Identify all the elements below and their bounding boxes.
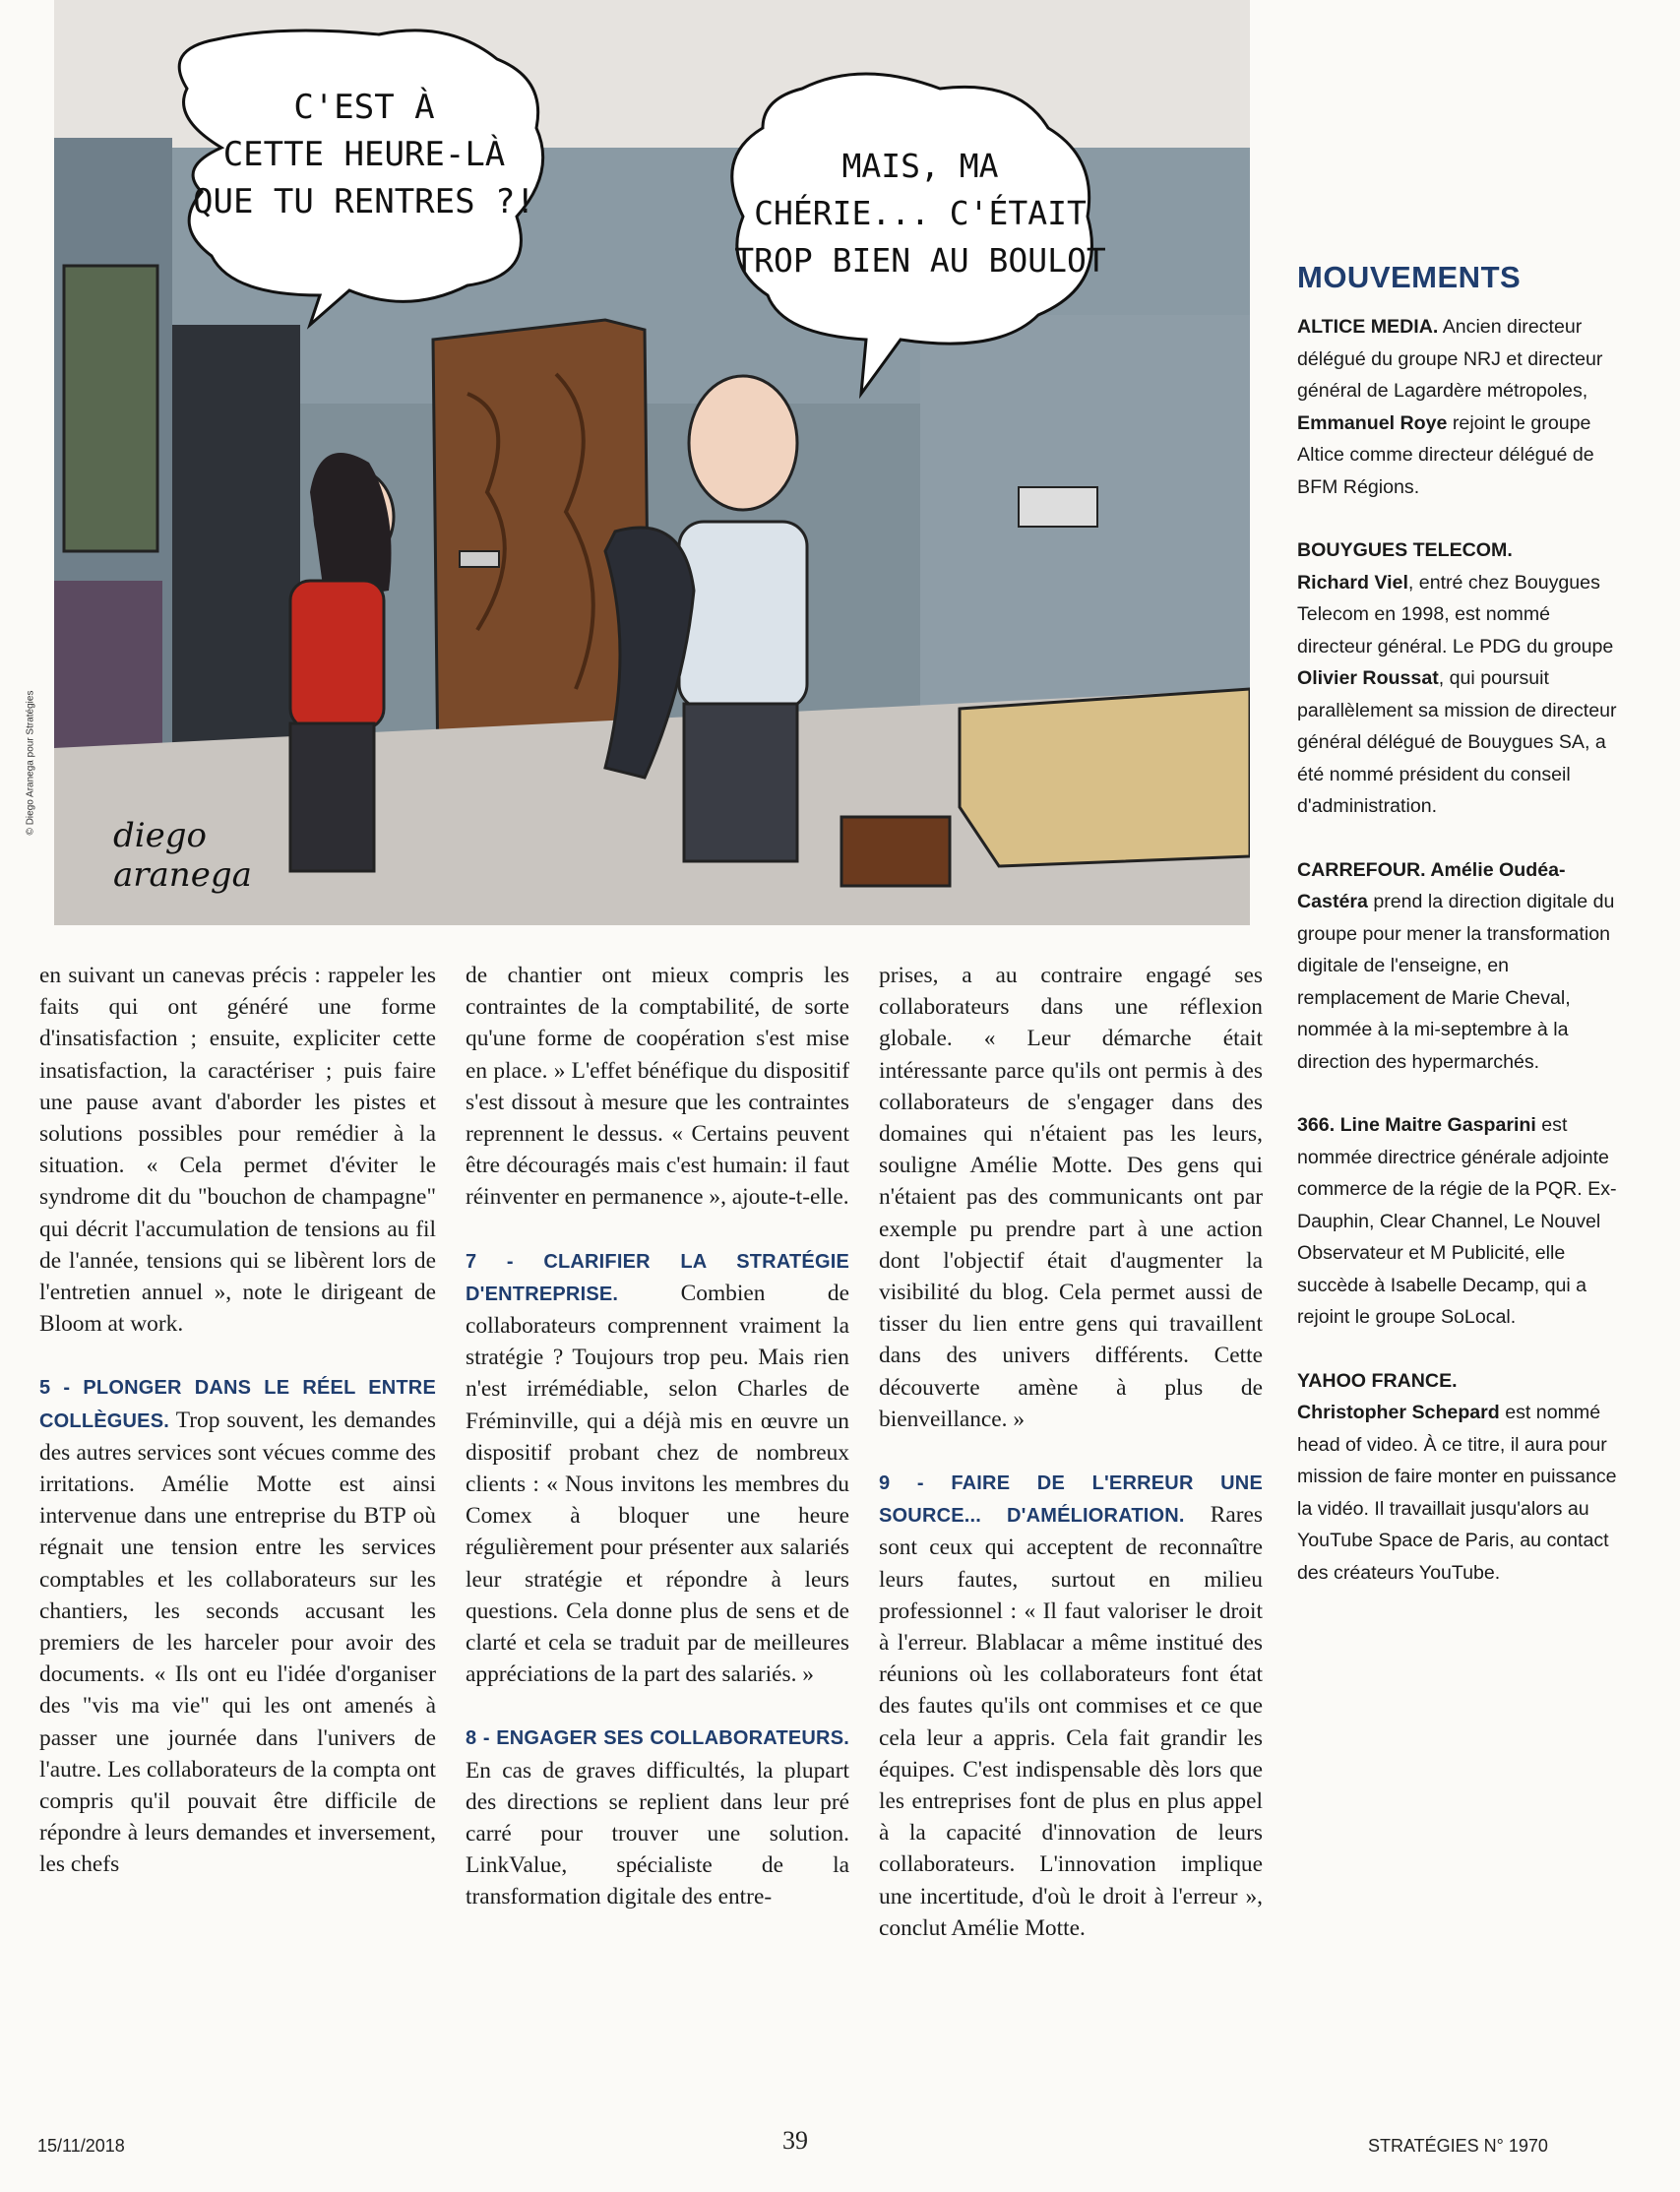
sidebar-title: MOUVEMENTS (1297, 260, 1522, 294)
paragraph: En cas de graves difficultés, la plupart des directions se replient dans leur pré carré pour trouver une solution. LinkValue, spécialiste de la transformation digitale des entre- (466, 1757, 849, 1910)
section-9 (879, 1467, 1263, 1944)
paragraph: Rares sont ceux qui acceptent de reconnaître leurs fautes, surtout en milieu professionnel : « Il faut valoriser le droit à l'erreur. Blablacar a même institué des réunions où les collaborateurs font état des fautes qu'ils ont commises et ce que cela leur a appris. Cela fait grandir les équipes. C'est indispensable dès lors que les entreprises font de plus en plus appel à la capacité d'innovation de leurs collaborateurs. L'innovation implique une incertitude, d'où le droit à l'erreur », conclut Amélie Motte. (879, 1502, 1264, 1941)
issue-date: 15/11/2018 (37, 2136, 125, 2156)
paragraph: en suivant un canevas précis : rappeler les faits qui ont généré une forme d'insatisfaction ; ensuite, expliciter cette insatisfaction, la caractériser ; puis faire une pause avant d'aborder les pistes et solutions possibles pour remédier à la situation. « Cela permet d'éviter le syndrome dit du "bouchon de champagne" qui décrit l'accumulation de tensions au fil de l'année, tensions qui se libèrent lors de l'entretien annuel », note le dirigeant de Bloom at work. (39, 963, 436, 1338)
article-column-3 (879, 960, 1263, 1944)
cartoon-illustration (54, 0, 1250, 925)
svg-text:aranega: aranega (113, 855, 252, 895)
heading-section-7: 7 - CLARIFIER LA STRATÉGIE D'ENTREPRISE. (466, 1250, 849, 1305)
mouvements-sidebar (1297, 258, 1622, 1620)
magazine-issue: STRATÉGIES N° 1970 (1368, 2136, 1548, 2156)
cartoon-signature: diego (113, 816, 207, 855)
article-column-2 (466, 960, 849, 1913)
illustration-credit: © Diego Aranega pour Stratégies (25, 690, 36, 836)
paragraph: Combien de collaborateurs comprennent vraiment la stratégie ? Toujours trop peu. Mais rien n'est irrémédiable, selon Charles de Fréminville, qui a déjà mis en œuvre un dispositif probant chez de nombreux clients : « Nous invitons les membres du Comex à bloquer une heure régulièrement pour présenter aux salariés leur stratégie et répondre à leurs questions. Cela donne plus de sens et de clarté et cela se traduit par de meilleures appréciations de la part des salariés. » (466, 1280, 849, 1688)
article-column-1 (39, 960, 436, 1881)
speech-man-line1: MAIS, MA (841, 147, 999, 185)
section-8 (466, 1722, 849, 1912)
paragraph: de chantier ont mieux compris les contraintes de la comptabilité, de sorte qu'une forme de coopération s'est mise en place. » L'effet bénéfique du dispositif s'est dissout à mesure que les contraintes reprennent le dessus. « Certains peuvent être découragés mais c'est humain: il faut réinventer en permanence », ajoute-t-elle. (466, 963, 849, 1211)
section-5 (39, 1371, 436, 1880)
section-7 (466, 1245, 849, 1691)
speech-man-line3: TROP BIEN AU BOULOT (734, 241, 1106, 280)
speech-woman-line3: QUE TU RENTRES ?! (193, 182, 535, 221)
sidebar-entry-carrefour: CARREFOUR. Amélie Oudéa-Castéra prend la direction digitale du groupe pour mener la transformation digitale de l'enseigne, en remplacement de Marie Cheval, nommée à la mi-septembre à la direction des hypermarchés. (1297, 858, 1615, 1073)
heading-section-8: 8 - ENGAGER SES COLLABORATEURS. (466, 1727, 849, 1750)
paragraph: Trop souvent, les demandes des autres services sont vécues comme des irritations. Amélie Motte est ainsi intervenue dans une entreprise du BTP où régnait une tension entre les services comptables et les collaborateurs sur les chantiers, les seconds accusant les premiers de les harceler pour avoir des documents. « Ils ont eu l'idée d'organiser des "vis ma vie" qui les ont amenés à passer une journée dans l'univers de l'autre. Les collaborateurs de la compta ont compris qu'il pouvait être difficile de répondre à leurs demandes et inversement, les chefs (39, 1407, 436, 1878)
sidebar-entry-366: 366. Line Maitre Gasparini est nommée directrice générale adjointe commerce de la régie de la PQR. Ex- Dauphin, Clear Channel, Le Nouvel Observateur et M Publicité, elle succède à Isabelle Decamp, qui a rejoint le groupe SoLocal. (1297, 1114, 1617, 1328)
sidebar-entry-altice: ALTICE MEDIA. Ancien directeur délégué du groupe NRJ et directeur général de Lagardère métropoles, Emmanuel Roye rejoint le groupe Altice comme directeur délégué de BFM Régions. (1297, 316, 1603, 498)
speech-woman-line2: CETTE HEURE-LÀ (222, 135, 506, 174)
page-number: 39 (782, 2126, 808, 2155)
sidebar-entry-yahoo: YAHOO FRANCE. Christopher Schepard est nommé head of video. À ce titre, il aura pour mission de faire monter en puissance la vidéo. Il travaillait jusqu'alors au YouTube Space de Paris, au contact des créateurs YouTube. (1297, 1369, 1617, 1584)
sidebar-entry-bouygues: BOUYGUES TELECOM. Richard Viel, entré chez Bouygues Telecom en 1998, est nommé directeur général. Le PDG du groupe Olivier Roussat, qui poursuit parallèlement sa mission de directeur général délégué de Bouygues SA, a été nommé président du conseil d'administration. (1297, 539, 1617, 817)
heading-section-9: 9 - FAIRE DE L'ERREUR UNE SOURCE... D'AMÉLIORATION. (879, 1472, 1263, 1528)
speech-man-line2: CHÉRIE... C'ÉTAIT (754, 194, 1087, 232)
heading-section-5: 5 - PLONGER DANS LE RÉEL ENTRE COLLÈGUES. (39, 1377, 436, 1432)
paragraph: prises, a au contraire engagé ses collaborateurs dans une réflexion globale. « Leur démarche était intéressante parce qu'ils ont permis à des collaborateurs de s'engager dans des domaines qui n'étaient pas les leurs, souligne Amélie Motte. Des gens qui n'étaient pas des communicants ont par exemple pu prendre part à une action dont l'objectif était d'augmenter la visibilité du blog. Cela permet aussi de tisser du lien entre gens qui travaillent dans des univers différents. Cette découverte amène à plus de bienveillance. » (879, 963, 1263, 1432)
speech-woman-line1: C'EST À (293, 88, 435, 127)
cartoon-drawing (54, 0, 1250, 925)
